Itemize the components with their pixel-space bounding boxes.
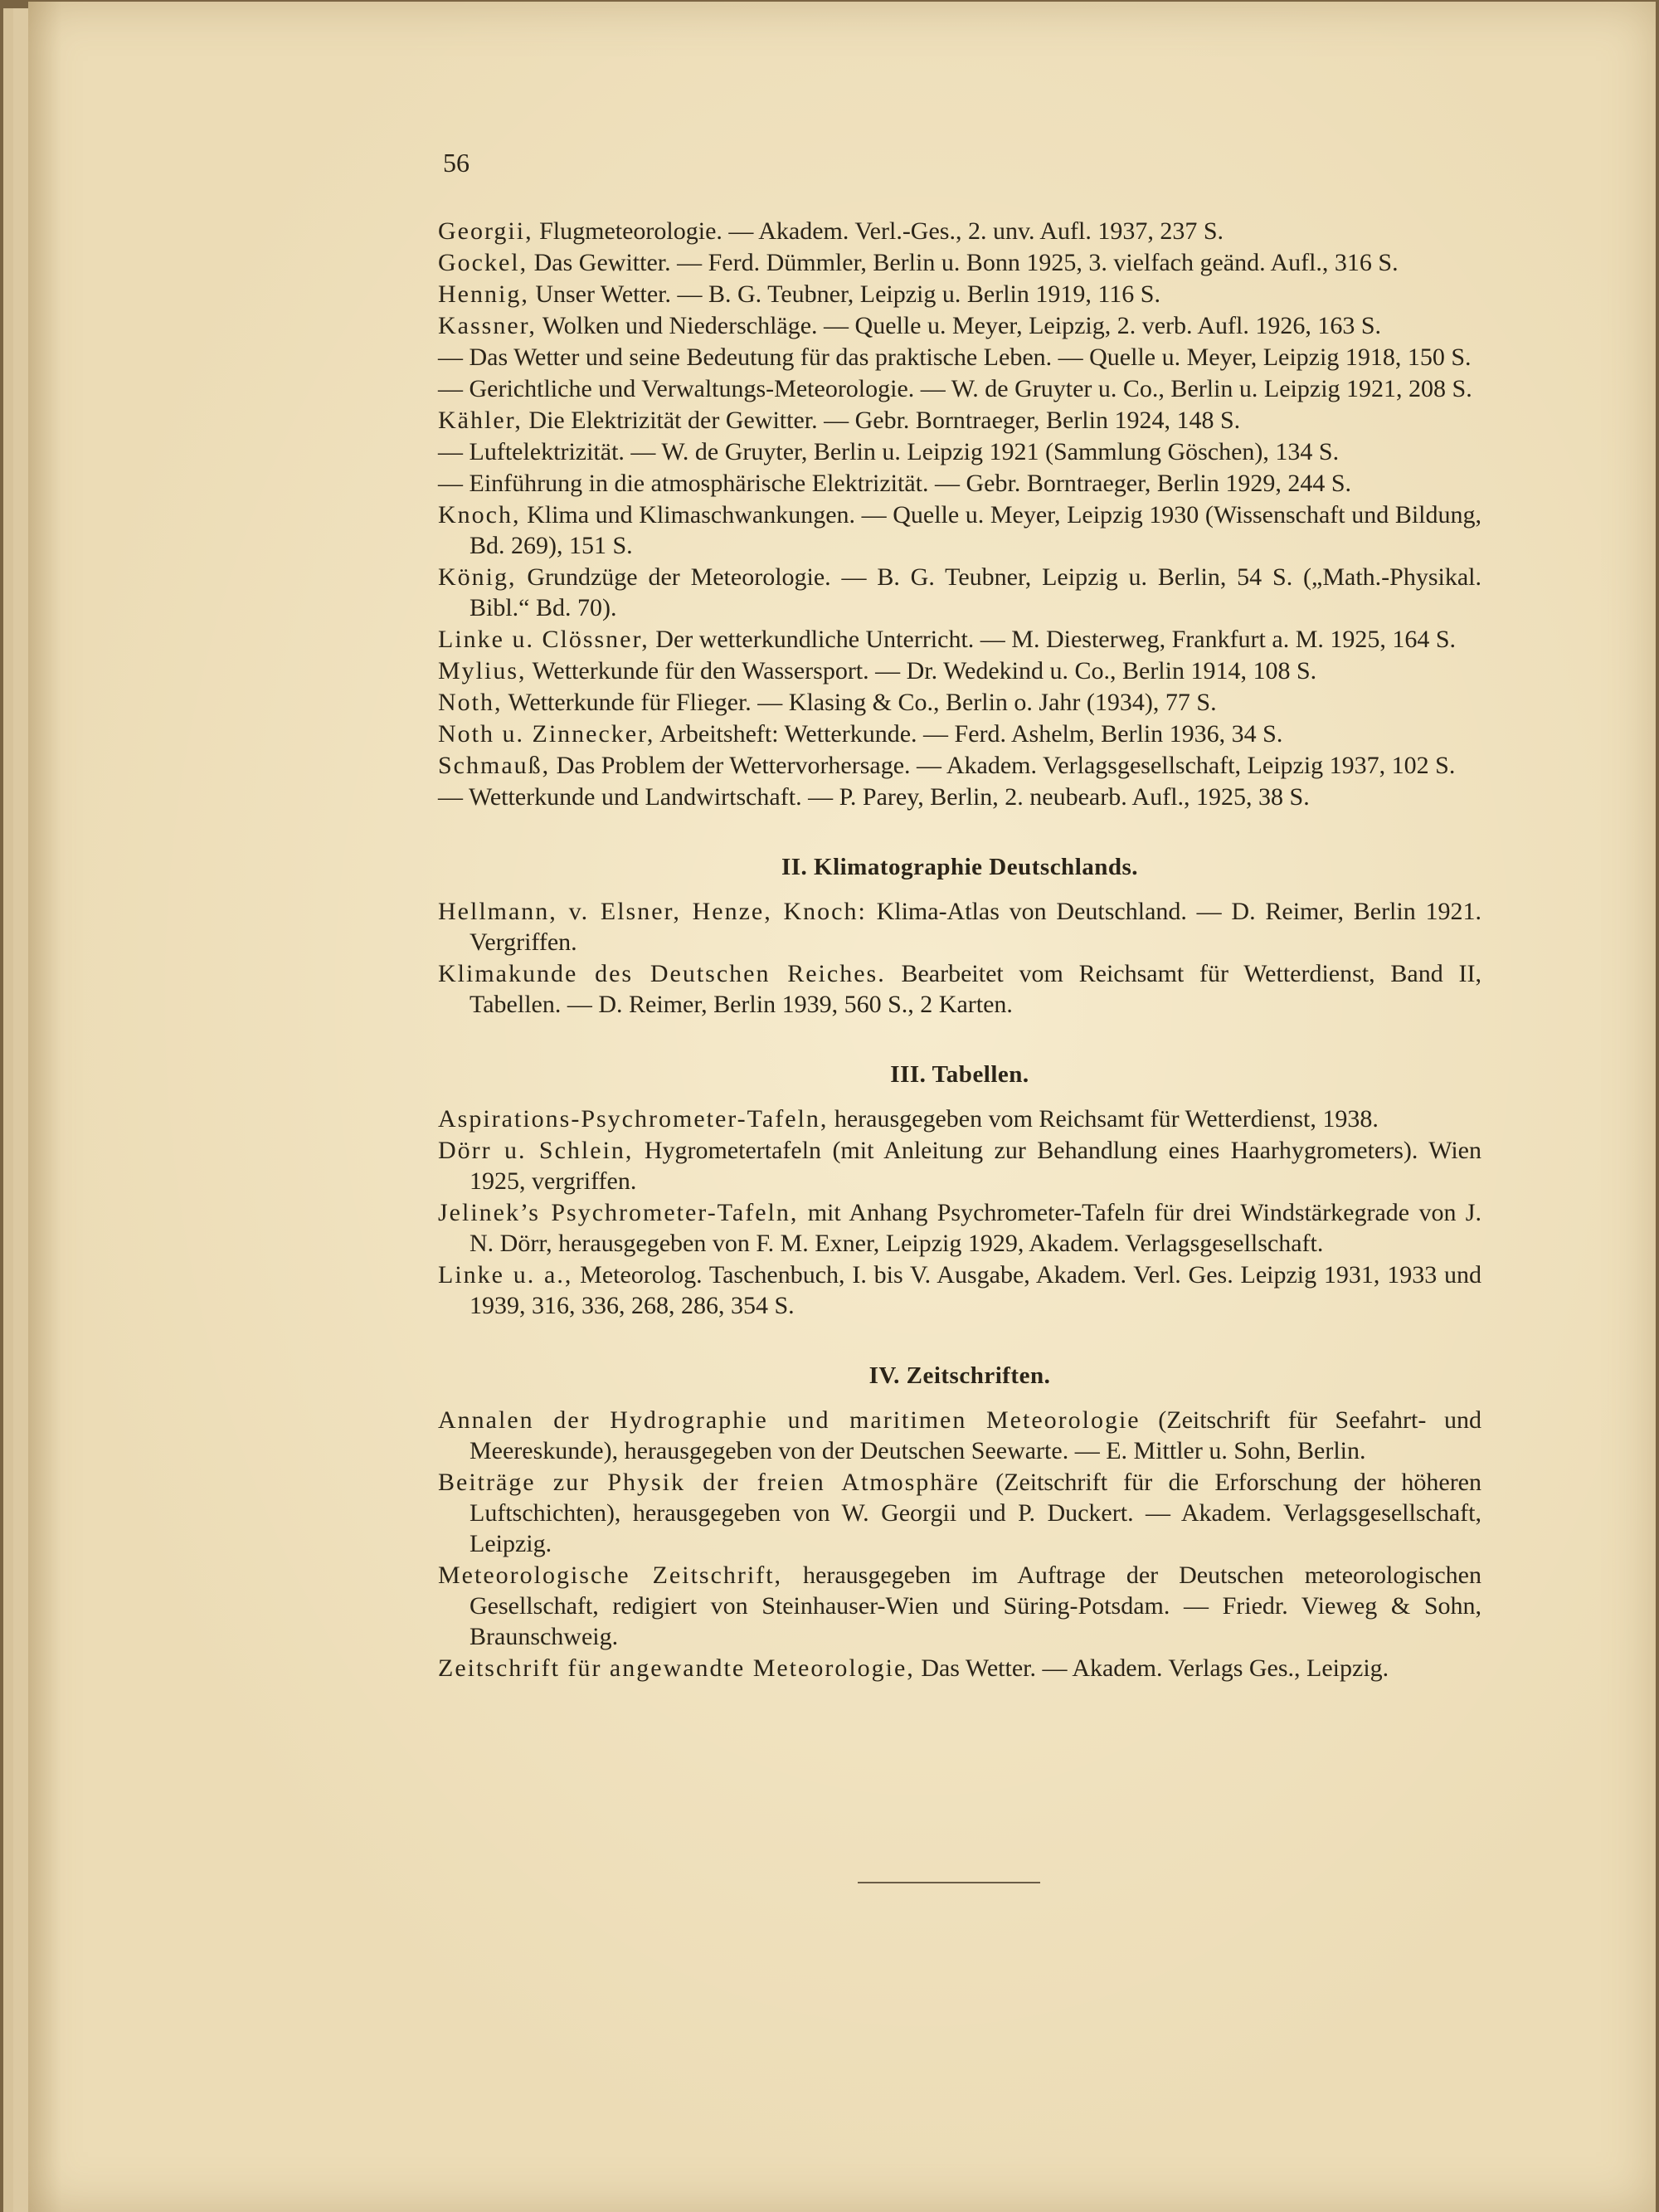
bibliography-entry (438, 655, 1481, 686)
entry-text: Wolken und Niederschläge. — Quelle u. Meyer, Leipzig, 2. verb. Aufl. 1926, 163 S. (536, 312, 1382, 339)
entry-text: Hygrometertafeln (mit Anleitung zur Behandlung eines Haarhygrometers). Wien 1925, vergriffen. (469, 1137, 1481, 1195)
entry-author: König, (438, 563, 517, 591)
entry-text: Das Problem der Wettervorhersage. — Akadem. Verlagsgesellschaft, Leipzig 1937, 102 S. (550, 752, 1456, 779)
entry-text: herausgegeben vom Reichsamt für Wetterdienst, 1938. (828, 1105, 1379, 1133)
bibliography-entry (438, 958, 1481, 1020)
section-tabellen (438, 1104, 1481, 1321)
entry-author: Meteorologische Zeitschrift, (438, 1562, 783, 1589)
entry-text: Flugmeteorologie. — Akadem. Verl.-Ges., 2. unv. Aufl. 1937, 237 S. (533, 217, 1224, 245)
bibliography-entry (438, 468, 1481, 499)
bibliography-entry (438, 1467, 1481, 1559)
entry-author: Noth u. Zinnecker, (438, 720, 655, 748)
entry-text: Unser Wetter. — B. G. Teubner, Leipzig u. Berlin 1919, 116 S. (528, 280, 1160, 308)
entry-text: — Das Wetter und seine Bedeutung für das praktische Leben. — Quelle u. Meyer, Leipzig 1918, 150 S. (438, 343, 1472, 371)
entry-text: herausgegeben im Auftrage der Deutschen meteorologischen Gesellschaft, redigiert von Steinhauser-Wien und Süring-Potsdam. — Friedr. Vieweg & Sohn, Braunschweig. (469, 1562, 1482, 1650)
entry-text: Meteorolog. Taschenbuch, I. bis V. Ausgabe, Akadem. Verl. Ges. Leipzig 1931, 1933 und 1939, 316, 336, 268, 286, 354 S. (469, 1261, 1481, 1319)
bibliography-entry (438, 436, 1481, 467)
bibliography-entry (438, 1653, 1481, 1683)
entry-text: Klima und Klimaschwankungen. — Quelle u. Meyer, Leipzig 1930 (Wissenschaft und Bildung, Bd. 269), 151 S. (469, 501, 1481, 559)
entry-text: Das Wetter. — Akadem. Verlags Ges., Leipzig. (914, 1654, 1389, 1682)
entry-text: Grundzüge der Meteorologie. — B. G. Teubner, Leipzig u. Berlin, 54 S. („Math.-Physikal. Bibl.“ Bd. 70). (469, 563, 1481, 621)
entry-text: — Wetterkunde und Landwirtschaft. — P. Parey, Berlin, 2. neubearb. Aufl., 1925, 38 S. (438, 783, 1310, 811)
bibliography-entry (438, 687, 1481, 718)
entry-author: Aspirations-Psychrometer-Tafeln, (438, 1105, 829, 1133)
bibliography-entry (438, 216, 1481, 246)
bibliography-entry (438, 562, 1481, 623)
entry-text: Bearbeitet vom Reichsamt für Wetterdienst, Band II, Tabellen. — D. Reimer, Berlin 1939, 560 S., 2 Karten. (469, 960, 1481, 1018)
entry-text: Wetterkunde für Flieger. — Klasing & Co., Berlin o. Jahr (1934), 77 S. (502, 689, 1217, 716)
entry-text: Wetterkunde für den Wassersport. — Dr. Wedekind u. Co., Berlin 1914, 108 S. (526, 657, 1317, 685)
section-heading-tabellen: III. Tabellen. (890, 1061, 1029, 1088)
bibliography-entry (438, 782, 1481, 812)
entry-text: (Zeitschrift für die Erforschung der höheren Luftschichten), herausgegeben von W. Georgii und P. Duckert. — Akadem. Verlagsgesellschaft, Leipzig. (469, 1469, 1481, 1557)
entry-text: — Gerichtliche und Verwaltungs-Meteorologie. — W. de Gruyter u. Co., Berlin u. Leipzig 1921, 208 S. (438, 375, 1472, 402)
entry-author: Hellmann, v. Elsner, Henze, Knoch: (438, 898, 867, 925)
entry-author: Gockel, (438, 249, 528, 276)
bibliography-entry (438, 1560, 1481, 1652)
bibliography-entry (438, 499, 1481, 561)
bibliography-entry (438, 719, 1481, 749)
entry-author: Noth, (438, 689, 503, 716)
section-zeitschriften (438, 1405, 1481, 1683)
entry-text: mit Anhang Psychrometer-Tafeln für drei Windstärkegrade von J. N. Dörr, herausgegeben von F. M. Exner, Leipzig 1929, Akadem. Verlagsgesellschaft. (469, 1199, 1481, 1257)
entry-author: Linke u. Clössner, (438, 626, 649, 653)
entry-author: Dörr u. Schlein, (438, 1137, 634, 1164)
bibliography-entry (438, 247, 1481, 278)
bibliography (438, 216, 1481, 1684)
entry-author: Schmauß, (438, 752, 551, 779)
bibliography-entry (438, 1104, 1481, 1134)
entry-text: Klima-Atlas von Deutschland. — D. Reimer, Berlin 1921. Vergriffen. (469, 898, 1481, 956)
entry-author: Annalen der Hydrographie und maritimen Meteorologie (438, 1406, 1141, 1434)
bibliography-entry (438, 624, 1481, 655)
entry-author: Beiträge zur Physik der freien Atmosphäre (438, 1469, 980, 1496)
section-klimatographie (438, 896, 1481, 1020)
entry-text: (Zeitschrift für Seefahrt- und Meereskunde), herausgegeben von der Deutschen Seewarte. — E. Mittler u. Sohn, Berlin. (469, 1406, 1482, 1464)
bibliography-entry (438, 1197, 1481, 1259)
entry-text: — Einführung in die atmosphärische Elektrizität. — Gebr. Borntraeger, Berlin 1929, 244 S. (438, 470, 1352, 497)
entry-author: Linke u. a., (438, 1261, 573, 1289)
bibliography-entry (438, 1405, 1481, 1466)
entry-text: Die Elektrizität der Gewitter. — Gebr. Borntraeger, Berlin 1924, 148 S. (522, 407, 1241, 434)
bibliography-entry (438, 750, 1481, 781)
bibliography-entry (438, 1135, 1481, 1196)
bibliography-entry (438, 405, 1481, 436)
end-rule (858, 1882, 1040, 1883)
section-heading-zeitschriften: IV. Zeitschriften. (868, 1362, 1051, 1389)
entry-author: Knoch, (438, 501, 521, 529)
general-entries (438, 216, 1481, 812)
bibliography-entry (438, 896, 1481, 957)
page-number: 56 (443, 148, 469, 178)
bibliography-entry (438, 342, 1481, 373)
entry-author: Jelinek’s Psychrometer-Tafeln, (438, 1199, 799, 1226)
section-heading-klimatographie: II. Klimatographie Deutschlands. (781, 854, 1139, 880)
entry-author: Mylius, (438, 657, 527, 685)
bibliography-entry (438, 310, 1481, 341)
entry-author: Kassner, (438, 312, 537, 339)
entry-text: Das Gewitter. — Ferd. Dümmler, Berlin u. Bonn 1925, 3. vielfach geänd. Aufl., 316 S. (528, 249, 1399, 276)
entry-author: Georgii, (438, 217, 533, 245)
entry-author: Zeitschrift für angewandte Meteorologie, (438, 1654, 915, 1682)
entry-text: — Luftelektrizität. — W. de Gruyter, Berlin u. Leipzig 1921 (Sammlung Göschen), 134 S. (438, 438, 1340, 465)
entry-text: Der wetterkundliche Unterricht. — M. Diesterweg, Frankfurt a. M. 1925, 164 S. (649, 626, 1457, 653)
entry-author: Klimakunde des Deutschen Reiches. (438, 960, 886, 987)
entry-author: Kähler, (438, 407, 523, 434)
bibliography-entry (438, 279, 1481, 309)
entry-author: Hennig, (438, 280, 529, 308)
entry-text: Arbeitsheft: Wetterkunde. — Ferd. Ashelm, Berlin 1936, 34 S. (654, 720, 1283, 748)
book-page (28, 2, 1656, 2212)
bibliography-entry (438, 1259, 1481, 1321)
bibliography-entry (438, 373, 1481, 404)
